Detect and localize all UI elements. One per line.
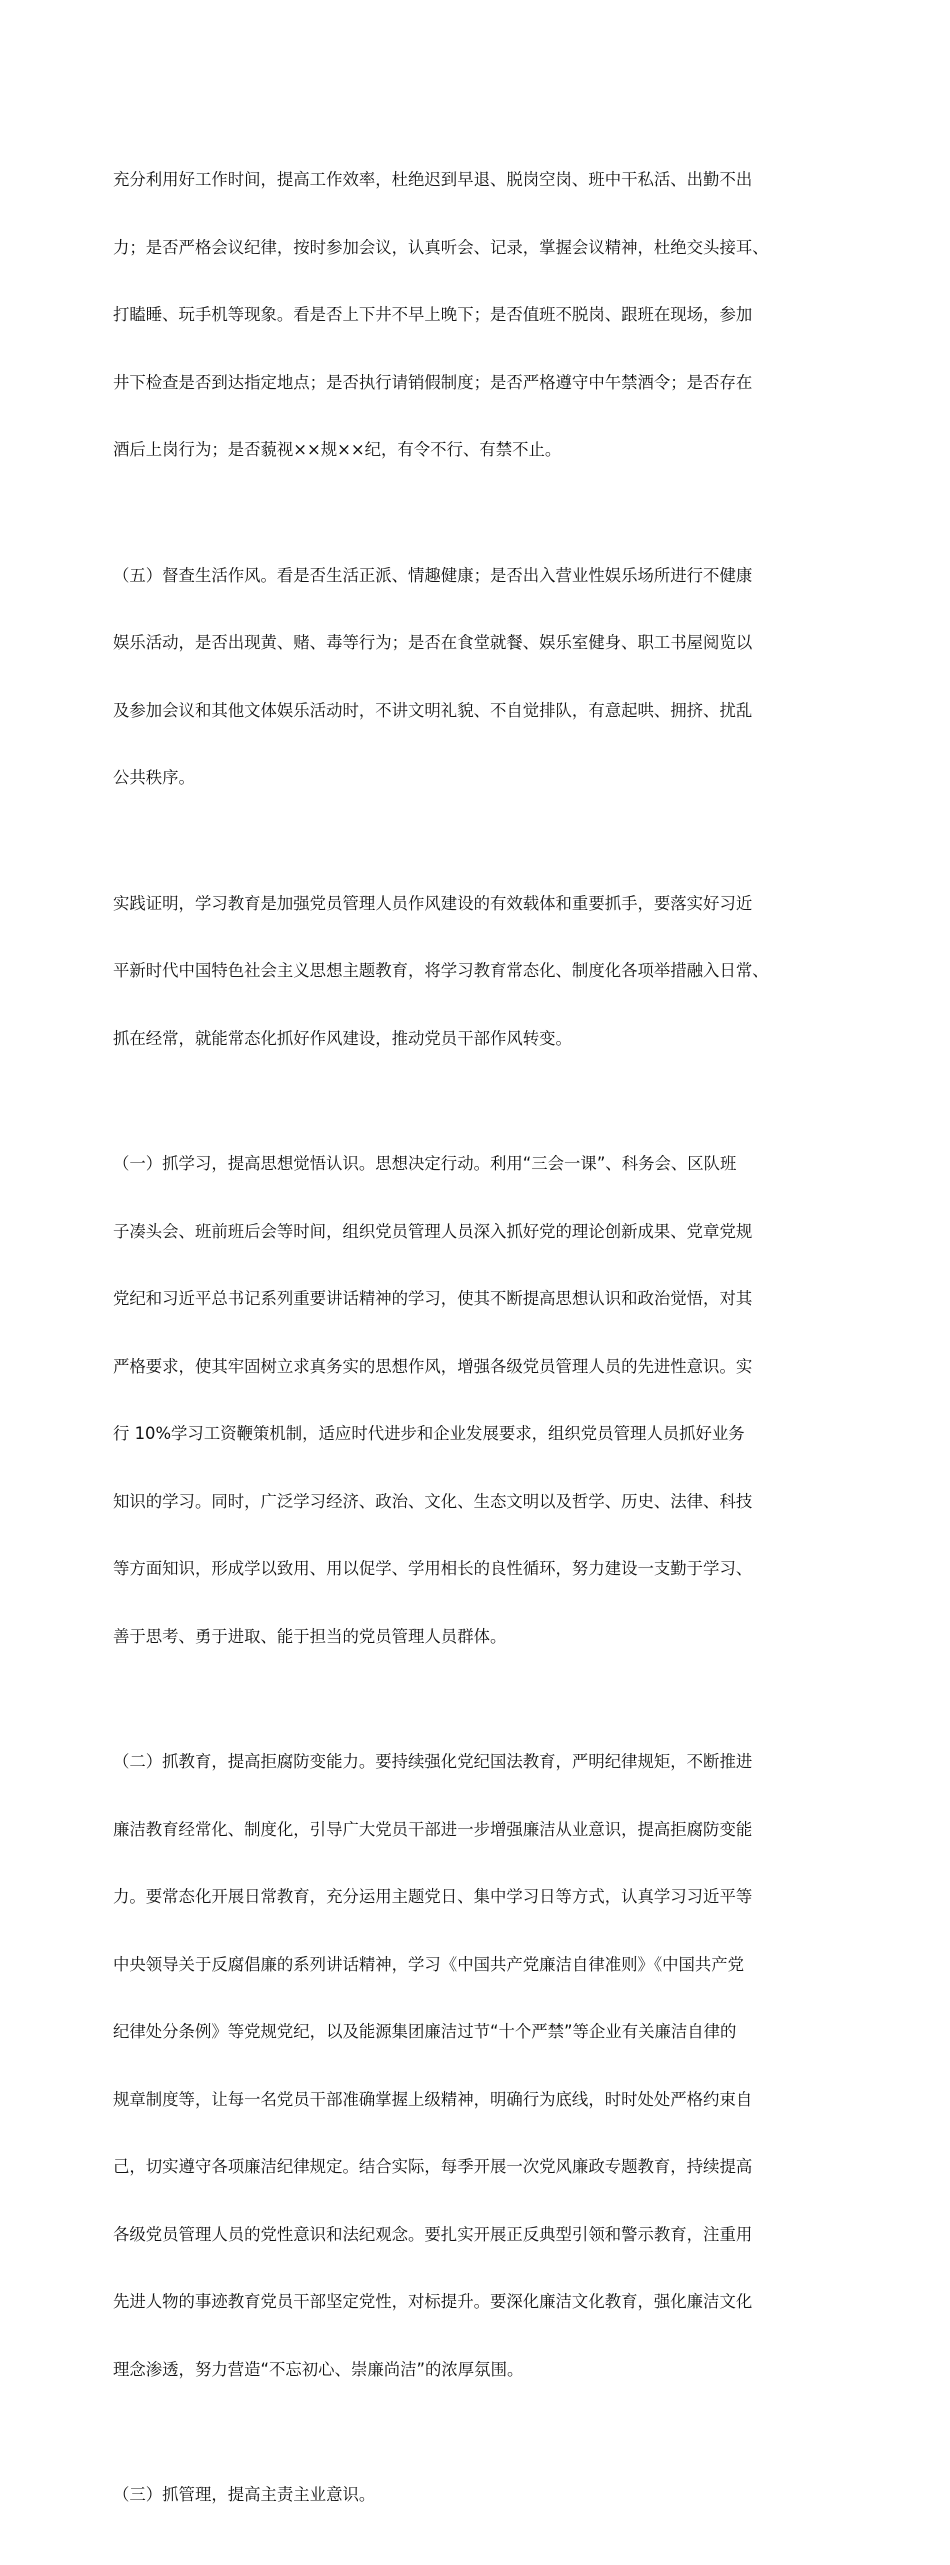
paragraph-work-discipline — [113, 124, 843, 507]
text-line: 廉洁教育经常化、制度化，引导广大党员干部进一步增强廉洁从业意识，提高拒腐防变能 — [113, 1819, 753, 1839]
text-line: 等方面知识，形成学以致用、用以促学、学用相长的良性循环，努力建设一支勤于学习、 — [113, 1559, 753, 1578]
text-line: 各级党员管理人员的党性意识和法纪观念。要扎实开展正反典型引领和警示教育，注重用 — [113, 2224, 753, 2244]
text-line: 党纪和习近平总书记系列重要讲话精神的学习，使其不断提高思想认识和政治觉悟，对其 — [113, 1289, 753, 1308]
paragraph-management — [113, 2439, 843, 2552]
text-line: 打瞌睡、玩手机等现象。看是否上下井不早上晚下；是否值班不脱岗、跟班在现场，参加 — [113, 305, 753, 324]
text-line: （二）抓教育，提高拒腐防变能力。要持续强化党纪国法教育，严明纪律规矩，不断推进 — [113, 1752, 753, 1771]
text-line: 井下检查是否到达指定地点；是否执行请销假制度；是否严格遵守中午禁酒令；是否存在 — [113, 372, 753, 392]
text-line: 子凑头会、班前班后会等时间，组织党员管理人员深入抓好党的理论创新成果、党章党规 — [113, 1221, 753, 1241]
text-line: 充分利用好工作时间，提高工作效率，杜绝迟到早退、脱岗空岗、班中干私活、出勤不出 — [113, 170, 753, 189]
text-line: 行 10%学习工资鞭策机制，适应时代进步和企业发展要求，组织党员管理人员抓好业务 — [113, 1424, 745, 1443]
paragraph-study — [113, 1108, 843, 1693]
text-line: 平新时代中国特色社会主义思想主题教育，将学习教育常态化、制度化各项举措融入日常、 — [113, 961, 769, 980]
text-line: 公共秩序。 — [113, 768, 195, 787]
text-line: 抓在经常，就能常态化抓好作风建设，推动党员干部作风转变。 — [113, 1028, 572, 1048]
text-line: 娱乐活动，是否出现黄、赌、毒等行为；是否在食堂就餐、娱乐室健身、职工书屋阅览以 — [113, 633, 753, 652]
text-line: 中央领导关于反腐倡廉的系列讲话精神，学习《中国共产党廉洁自律准则》《中国共产党 — [113, 1954, 745, 1974]
text-line: （五）督查生活作风。看是否生活正派、情趣健康；是否出入营业性娱乐场所进行不健康 — [113, 565, 753, 585]
text-line: 力。要常态化开展日常教育，充分运用主题党日、集中学习日等方式，认真学习习近平等 — [113, 1887, 753, 1906]
document-page — [113, 124, 843, 2565]
paragraph-education — [113, 1706, 843, 2426]
text-line: 实践证明，学习教育是加强党员管理人员作风建设的有效载体和重要抓手，要落实好习近 — [113, 893, 753, 913]
text-line: 纪律处分条例》等党规党纪，以及能源集团廉洁过节“十个严禁”等企业有关廉洁自律的 — [113, 2022, 737, 2041]
text-line: （一）抓学习，提高思想觉悟认识。思想决定行动。利用“三会一课”、科务会、区队班 — [113, 1154, 737, 1173]
text-line: 己，切实遵守各项廉洁纪律规定。结合实际，每季开展一次党风廉政专题教育，持续提高 — [113, 2157, 753, 2176]
paragraph-practice — [113, 848, 843, 1096]
text-line: 知识的学习。同时，广泛学习经济、政治、文化、生态文明以及哲学、历史、法律、科技 — [113, 1491, 753, 1511]
text-line: 及参加会议和其他文体娱乐活动时，不讲文明礼貌、不自觉排队，有意起哄、拥挤、扰乱 — [113, 700, 753, 720]
text-line: 规章制度等，让每一名党员干部准确掌握上级精神，明确行为底线，时时处处严格约束自 — [113, 2089, 753, 2109]
text-line: 理念渗透，努力营造“不忘初心、崇廉尚洁”的浓厚氛围。 — [113, 2359, 524, 2379]
paragraph-life-style — [113, 520, 843, 835]
text-line: （三）抓管理，提高主责主业意识。 — [113, 2485, 376, 2504]
text-line: 力；是否严格会议纪律，按时参加会议，认真听会、记录，掌握会议精神，杜绝交头接耳、 — [113, 237, 769, 257]
text-line: 严格要求，使其牢固树立求真务实的思想作风，增强各级党员管理人员的先进性意识。实 — [113, 1356, 753, 1376]
text-line: 先进人物的事迹教育党员干部坚定党性，对标提升。要深化廉洁文化教育，强化廉洁文化 — [113, 2292, 753, 2311]
text-line: 酒后上岗行为；是否藐视××规××纪，有令不行、有禁不止。 — [113, 440, 562, 459]
text-line: 善于思考、勇于进取、能于担当的党员管理人员群体。 — [113, 1626, 507, 1646]
